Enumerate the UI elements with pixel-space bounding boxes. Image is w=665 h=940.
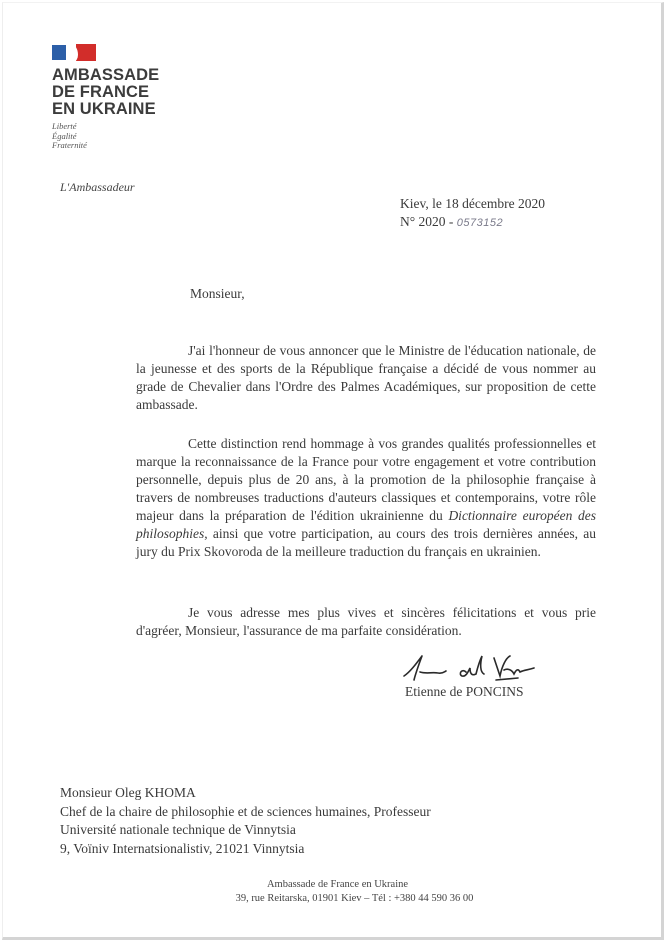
sender-title: L'Ambassadeur [60,180,135,194]
republic-motto: Liberté Égalité Fraternité [52,121,87,150]
recipient-name: Monsieur Oleg KHOMA [60,785,196,800]
place-date: Kiev, le 18 décembre 2020 [400,196,545,211]
paragraph-announcement: J'ai l'honneur de vous annoncer que le Ministre de l'éducation nationale, de la jeunesse et des sports de la République française a décidé de vous nommer au grade de Chevalier dans l'Ordre des Palmes Académiques, sur proposition de cette ambassade. [136,343,596,412]
recipient-address [60,784,431,858]
recipient-street: 9, Voïniv Internatsionalistiv, 21021 Vinnytsia [60,840,305,856]
reference-number: N° 2020 - 0573152 [400,214,504,229]
paragraph-tribute: Cette distinction rend hommage à vos grandes qualités professionnelles et marque la reconnaissance de la France pour votre engagement et votre contribution personnelle, depuis plus de 20 ans, à la promotion de la philosophie française à travers de nombreuses traductions d'auteurs classiques et contemporains, votre rôle majeur dans la préparation de l'édition ukrainienne du Dictionnaire européen des philosophies, ainsi que votre participation, au cours des trois dernières années, au jury du Prix Skovoroda de la meilleure traduction du français en ukrainien. [136,436,596,559]
signer-name: Etienne de PONCINS [405,684,524,699]
paragraph-closing: Je vous adresse mes plus vives et sincères félicitations et vous prie d'agréer, Monsieur, l'assurance de ma parfaite considération. [136,605,596,638]
org-name: AMBASSADE DE FRANCE EN UKRAINE [52,66,160,118]
signature-icon [400,652,550,684]
embassy-logo [52,44,159,151]
dateline [400,195,545,232]
salutation: Monsieur, [190,286,245,301]
footer-contact: 39, rue Reitarska, 01901 Kiev – Tél : +380 44 590 36 00 [235,893,474,904]
recipient-position: Chef de la chaire de philosophie et de sciences humaines, Professeur [60,803,431,819]
letterhead-footer [0,878,665,906]
handwritten-ref: 0573152 [456,217,504,229]
footer-org: Ambassade de France en Ukraine [266,879,409,890]
recipient-institution: Université nationale technique de Vinnytsia [60,822,296,837]
marianne-flag-icon [52,44,98,62]
